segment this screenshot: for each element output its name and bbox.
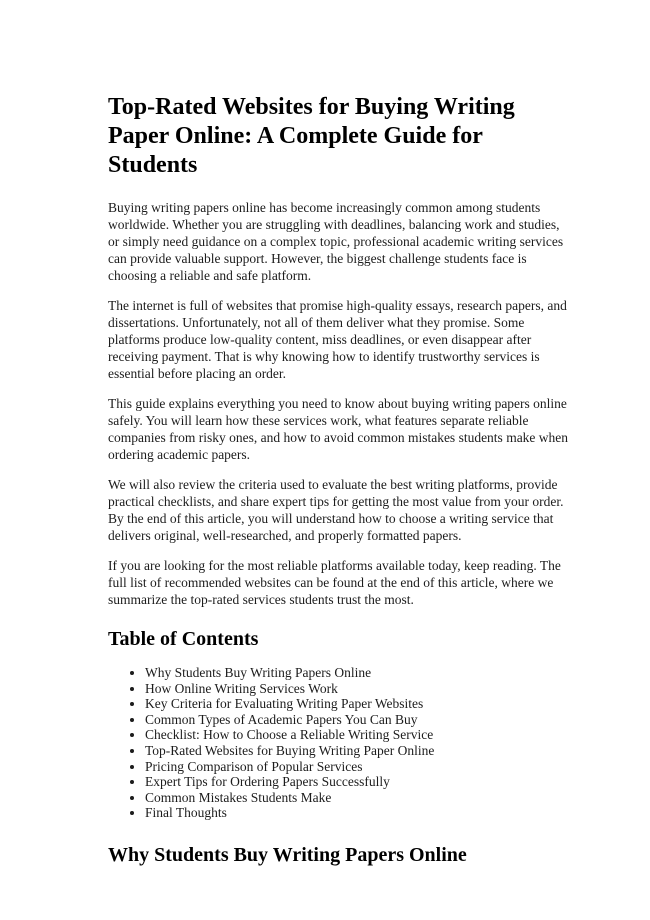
toc-item-checklist: • Checklist: How to Choose a Reliable Writing Service xyxy=(145,727,570,743)
toc-list xyxy=(108,665,570,821)
intro-paragraph-1: Buying writing papers online has become increasingly common among students worldwide. Whether you are struggling with deadlines, balancing work and studies, or simply need guidance on a complex topic, professional academic writing services can provide valuable support. However, the biggest challenge students face is choosing a reliable and safe platform. xyxy=(108,200,564,283)
toc-item-final-thoughts: • Final Thoughts xyxy=(145,805,570,821)
toc-item-how-services-work: • How Online Writing Services Work xyxy=(145,681,570,697)
toc-item-common-types: • Common Types of Academic Papers You Can Buy xyxy=(145,712,570,728)
intro-paragraph-2: The internet is full of websites that promise high-quality essays, research papers, and dissertations. Unfortunately, not all of them deliver what they promise. Some platforms produce low-quality content, miss deadlines, or even disappear after receiving payment. That is why knowing how to identify trustworthy services is essential before placing an order. xyxy=(108,298,567,381)
page-title: Top-Rated Websites for Buying Writing Paper Online: A Complete Guide for Students xyxy=(108,94,515,178)
toc-heading: Table of Contents xyxy=(108,628,259,650)
section-heading-why-students-buy: Why Students Buy Writing Papers Online xyxy=(108,843,467,866)
intro-paragraph-5: If you are looking for the most reliable platforms available today, keep reading. The full list of recommended websites can be found at the end of this article, where we summarize the top-rated services students trust the most. xyxy=(108,558,561,607)
toc-item-expert-tips: • Expert Tips for Ordering Papers Successfully xyxy=(145,774,570,790)
toc-item-top-rated-websites: • Top-Rated Websites for Buying Writing Paper Online xyxy=(145,743,570,759)
toc-item-common-mistakes: • Common Mistakes Students Make xyxy=(145,790,570,806)
toc-item-key-criteria: • Key Criteria for Evaluating Writing Paper Websites xyxy=(145,696,570,712)
intro-paragraph-4: We will also review the criteria used to evaluate the best writing platforms, provide practical checklists, and share expert tips for getting the most value from your order. By the end of this article, you will understand how to choose a writing service that delivers original, well-researched, and properly formatted papers. xyxy=(108,477,564,543)
intro-paragraph-3: This guide explains everything you need to know about buying writing papers online safely. You will learn how these services work, what features separate reliable companies from risky ones, and how to avoid common mistakes students make when ordering academic papers. xyxy=(108,396,569,462)
toc-item-why-students-buy: • Why Students Buy Writing Papers Online xyxy=(145,665,570,681)
toc-item-pricing-comparison: • Pricing Comparison of Popular Services xyxy=(145,759,570,775)
